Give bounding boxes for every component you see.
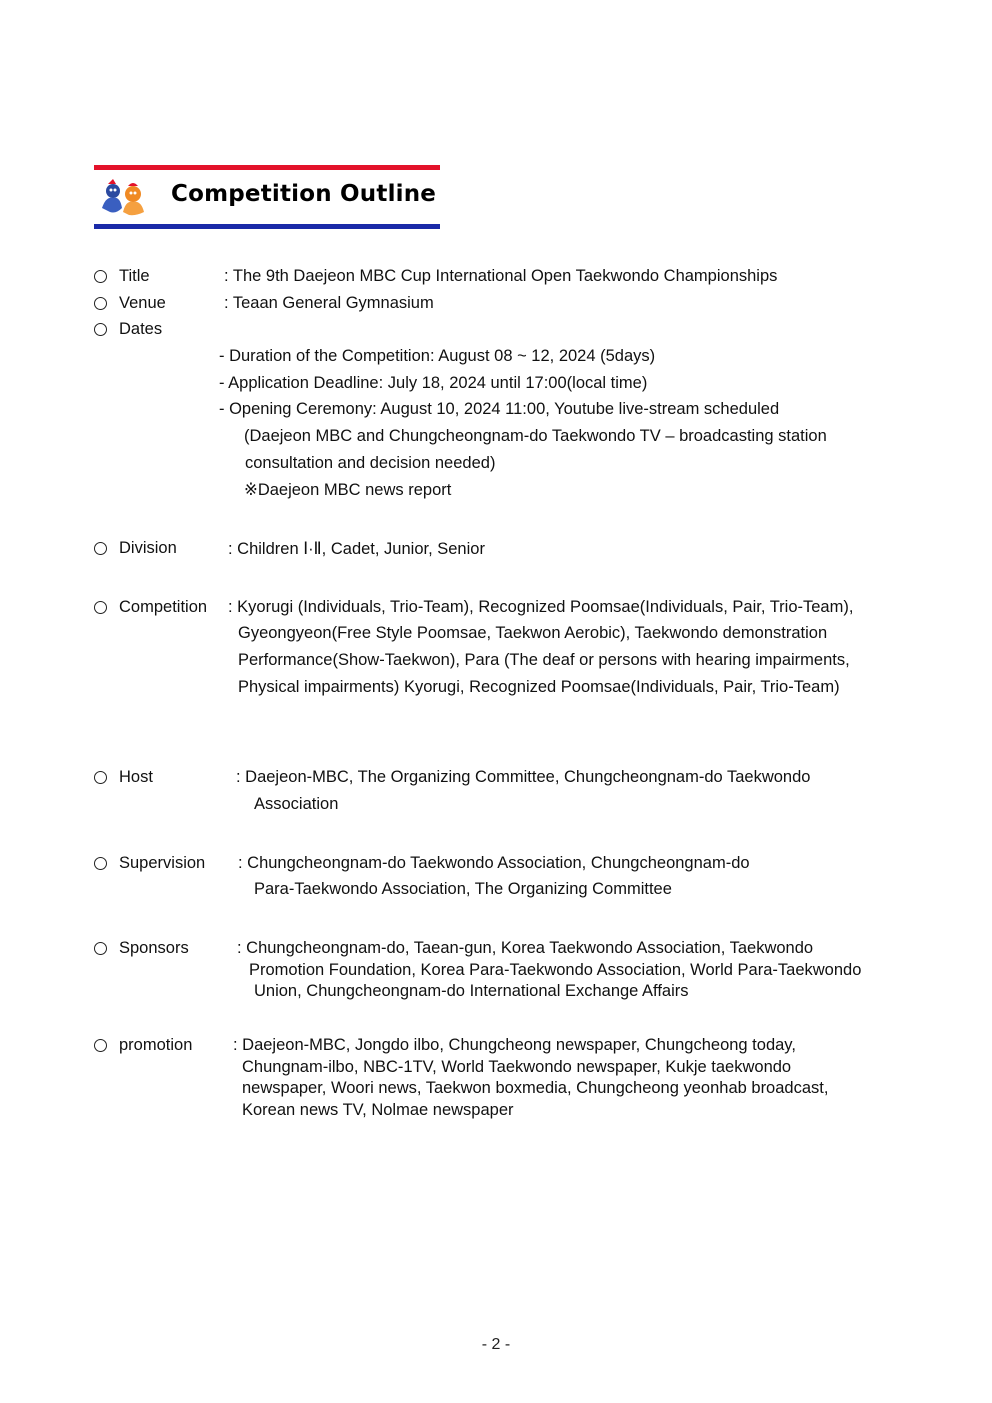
dates-line: - Duration of the Competition: August 08 ~ 12, 2024 (5days) (219, 347, 656, 365)
supervision-line: Para-Taekwondo Association, The Organizing Committee (254, 880, 672, 898)
dates-line: consultation and decision needed) (245, 454, 496, 472)
promotion-line: : Daejeon-MBC, Jongdo ilbo, Chungcheong newspaper, Chungcheong today, (233, 1036, 796, 1054)
competition-line: Performance(Show-Taekwon), Para (The deaf or persons with hearing impairments, (238, 651, 850, 669)
dates-line: - Application Deadline: July 18, 2024 until 17:00(local time) (219, 374, 648, 392)
division-label: Division (119, 539, 177, 557)
circle-bullet-icon (94, 1039, 107, 1052)
promotion-line: Chungnam-ilbo, NBC-1TV, World Taekwondo newspaper, Kukje taekwondo (242, 1058, 792, 1076)
circle-bullet-icon (94, 323, 107, 336)
sponsors-line: Union, Chungcheongnam-do International Exchange Affairs (254, 982, 689, 1000)
circle-bullet-icon (94, 942, 107, 955)
competition-line: Physical impairments) Kyorugi, Recognized Poomsae(Individuals, Pair, Trio-Team) (238, 678, 840, 696)
dates-line: ※Daejeon MBC news report (244, 481, 452, 499)
title-label: Title (119, 267, 150, 285)
supervision-label: Supervision (119, 854, 206, 872)
sponsors-line: : Chungcheongnam-do, Taean-gun, Korea Taekwondo Association, Taekwondo (237, 939, 814, 957)
promotion-label: promotion (119, 1036, 193, 1054)
title-value: : The 9th Daejeon MBC Cup International Open Taekwondo Championships (224, 267, 778, 285)
venue-label: Venue (119, 294, 166, 312)
venue-value: : Teaan General Gymnasium (224, 294, 434, 312)
circle-bullet-icon (94, 857, 107, 870)
page-number: - 2 - (481, 1336, 511, 1353)
circle-bullet-icon (94, 297, 107, 310)
dates-line: (Daejeon MBC and Chungcheongnam-do Taekwondo TV – broadcasting station (244, 427, 827, 445)
circle-bullet-icon (94, 542, 107, 555)
competition-line: : Kyorugi (Individuals, Trio-Team), Recognized Poomsae(Individuals, Pair, Trio-Team), (228, 598, 854, 616)
supervision-line: : Chungcheongnam-do Taekwondo Association, Chungcheongnam-do (238, 854, 750, 872)
division-value: : Children Ⅰ·Ⅱ, Cadet, Junior, Senior (228, 540, 485, 558)
circle-bullet-icon (94, 771, 107, 784)
page-title: Competition Outline (171, 181, 437, 207)
mascot-logo-icon (96, 178, 150, 216)
header-top-rule (94, 165, 440, 170)
promotion-line: Korean news TV, Nolmae newspaper (242, 1101, 514, 1119)
dates-label: Dates (119, 320, 163, 338)
host-line: Association (254, 795, 339, 813)
host-line: : Daejeon-MBC, The Organizing Committee, Chungcheongnam-do Taekwondo (236, 768, 811, 786)
dates-line: - Opening Ceremony: August 10, 2024 11:00, Youtube live-stream scheduled (219, 400, 780, 418)
circle-bullet-icon (94, 601, 107, 614)
circle-bullet-icon (94, 270, 107, 283)
promotion-line: newspaper, Woori news, Taekwon boxmedia, Chungcheong yeonhab broadcast, (242, 1079, 829, 1097)
sponsors-label: Sponsors (119, 939, 189, 957)
competition-label: Competition (119, 598, 208, 616)
header-bottom-rule (94, 224, 440, 229)
competition-line: Gyeongyeon(Free Style Poomsae, Taekwon Aerobic), Taekwondo demonstration (238, 624, 828, 642)
host-label: Host (119, 768, 153, 786)
sponsors-line: Promotion Foundation, Korea Para-Taekwondo Association, World Para-Taekwondo (249, 961, 862, 979)
